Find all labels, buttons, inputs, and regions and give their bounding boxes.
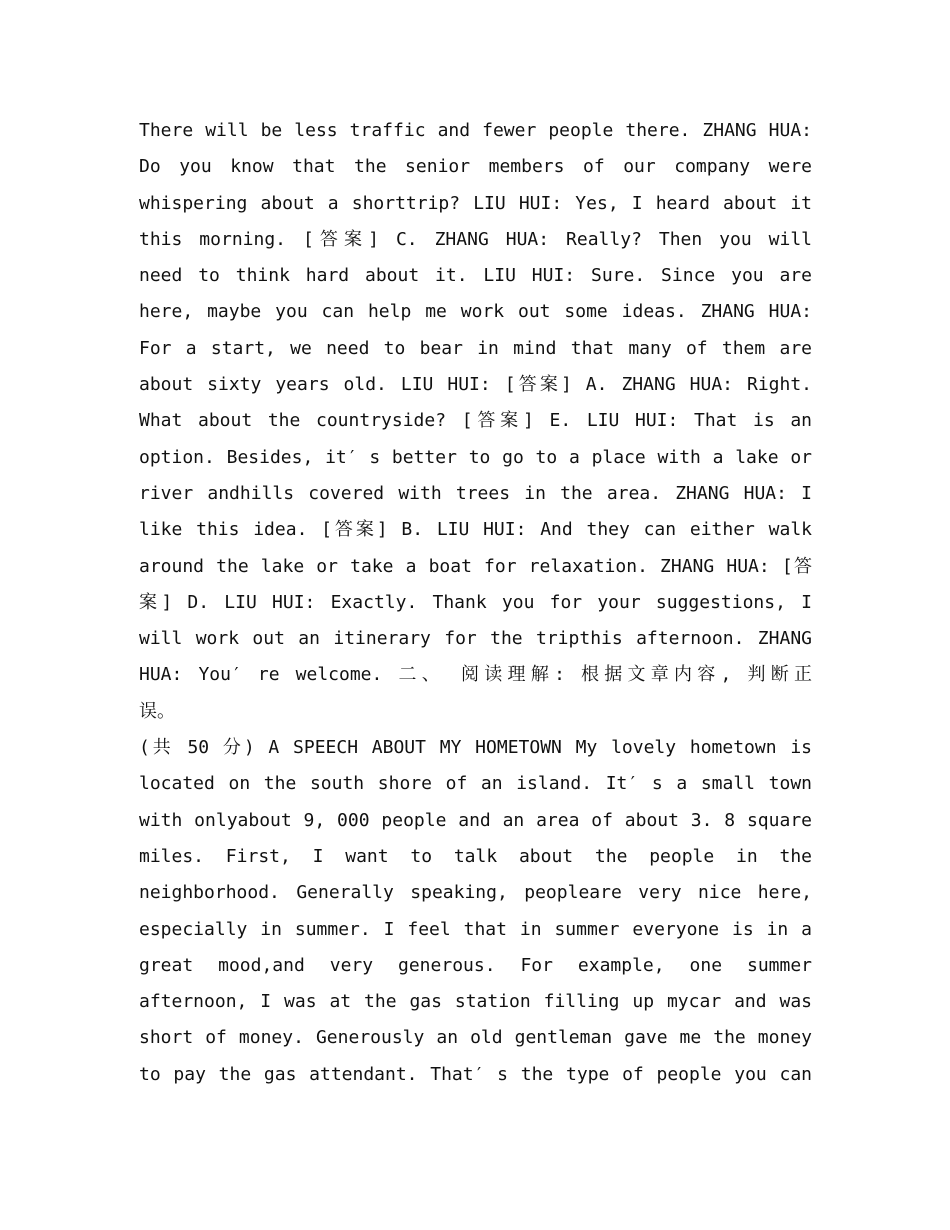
- text-line: here, maybe you can help me work out some ideas. ZHANG HUA:: [139, 301, 812, 323]
- text-line: about sixty years old. LIU HUI: [答案] A. ZHANG HUA: Right.: [139, 374, 812, 396]
- text-line: short of money. Generously an old gentleman gave me the money: [139, 1027, 812, 1049]
- text-line: What about the countryside? [答案] E. LIU HUI: That is an: [139, 410, 812, 432]
- text-line: HUA: You′ re welcome. 二、 阅读理解: 根据文章内容, 判断正: [139, 664, 812, 686]
- text-line: miles. First, I want to talk about the people in the: [139, 845, 812, 867]
- text-line: located on the south shore of an island. It′ s a small town: [139, 773, 812, 795]
- text-line: need to think hard about it. LIU HUI: Sure. Since you are: [139, 265, 812, 287]
- text-line: this morning. [答案] C. ZHANG HUA: Really? Then you will: [139, 228, 812, 250]
- body-text: [139, 113, 812, 1093]
- text-line: around the lake or take a boat for relaxation. ZHANG HUA: [答: [139, 555, 812, 577]
- text-line: For a start, we need to bear in mind that many of them are: [139, 337, 812, 359]
- text-line: will work out an itinerary for the tripthis afternoon. ZHANG: [139, 628, 812, 650]
- text-line: river andhills covered with trees in the area. ZHANG HUA: I: [139, 482, 812, 504]
- text-line: neighborhood. Generally speaking, peopleare very nice here,: [139, 882, 812, 904]
- text-line: 案] D. LIU HUI: Exactly. Thank you for your suggestions, I: [139, 591, 812, 613]
- text-line: option. Besides, it′ s better to go to a place with a lake or: [139, 446, 812, 468]
- text-line: great mood,and very generous. For example, one summer: [139, 954, 812, 976]
- text-line: Do you know that the senior members of our company were: [139, 156, 812, 178]
- text-line: There will be less traffic and fewer people there. ZHANG HUA:: [139, 120, 812, 141]
- text-line: (共 50 分) A SPEECH ABOUT MY HOMETOWN My lovely hometown is: [139, 737, 812, 759]
- text-line: to pay the gas attendant. That′ s the type of people you can: [139, 1063, 812, 1085]
- text-line: afternoon, I was at the gas station filling up mycar and was: [139, 991, 812, 1013]
- text-line: especially in summer. I feel that in summer everyone is in a: [139, 918, 812, 940]
- text-line: with onlyabout 9, 000 people and an area of about 3. 8 square: [139, 809, 812, 831]
- text-line: 误。: [139, 700, 175, 722]
- text-line: whispering about a shorttrip? LIU HUI: Yes, I heard about it: [139, 192, 812, 214]
- text-line: like this idea. [答案] B. LIU HUI: And they can either walk: [139, 519, 812, 541]
